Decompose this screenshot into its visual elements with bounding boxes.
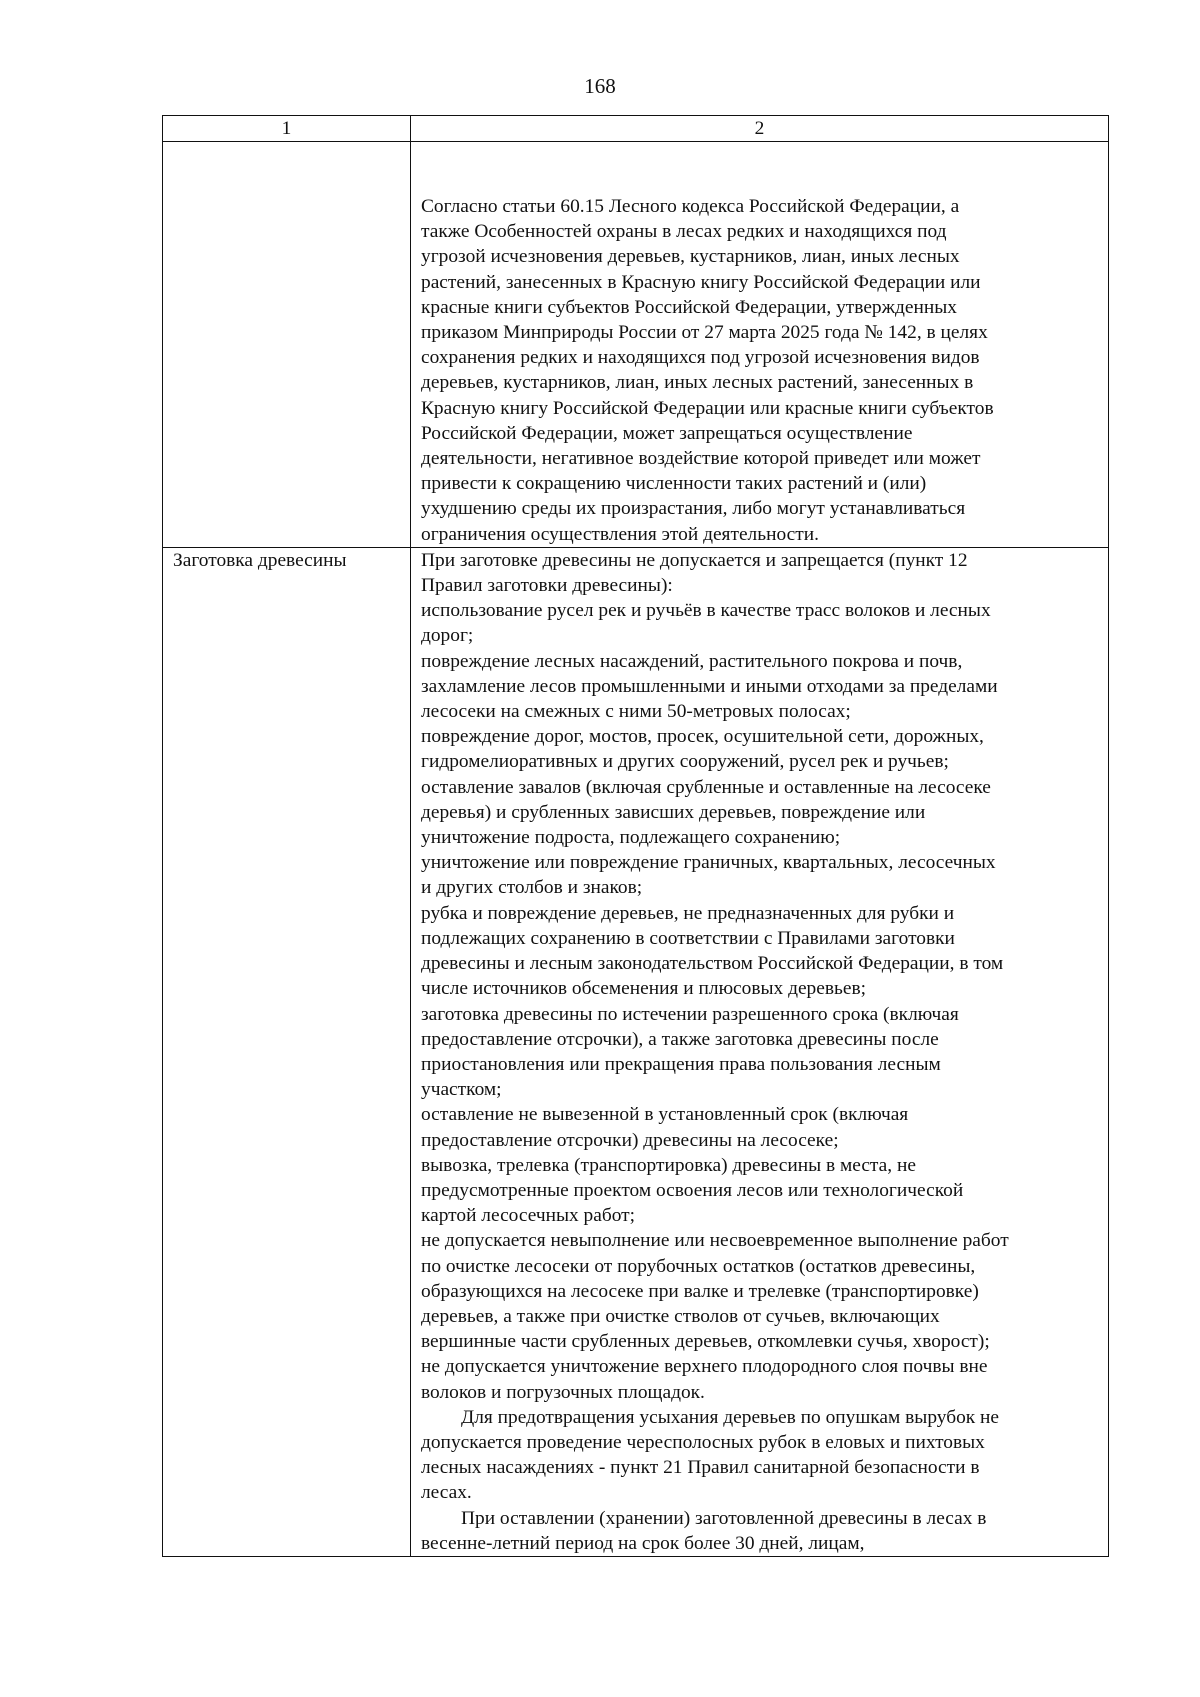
text-line: допускается проведение чересполосных рубок в еловых и пихтовых — [421, 1431, 985, 1453]
regulation-table — [162, 115, 1109, 1557]
text-line: красные книги субъектов Российской Федерации, утвержденных — [421, 296, 957, 318]
table-row — [163, 547, 1109, 1556]
text-line: сохранения редких и находящихся под угрозой исчезновения видов — [421, 347, 980, 369]
text-line: заготовка древесины по истечении разрешенного срока (включая — [421, 1003, 959, 1025]
text-line: оставление не вывезенной в установленный срок (включая — [421, 1104, 909, 1126]
text-line: картой лесосечных работ; — [421, 1205, 635, 1227]
text-line: угрозой исчезновения деревьев, кустарников, лиан, иных лесных — [421, 246, 960, 268]
column-header-2: 2 — [411, 116, 1109, 142]
text-line: деревьев, а также при очистке стволов от сучьев, включающих — [421, 1305, 940, 1327]
row-label — [163, 142, 411, 548]
text-line: ухудшению среды их произрастания, либо могут устанавливаться — [421, 498, 966, 520]
table-header-row — [163, 116, 1109, 142]
text-line: участком; — [421, 1079, 502, 1101]
text-line: приостановления или прекращения права пользования лесным — [421, 1053, 941, 1075]
text-line: лесах. — [421, 1482, 472, 1504]
text-line: вершинные части срубленных деревьев, откомлевки сучья, хворост); — [421, 1331, 990, 1353]
row-content — [411, 142, 1109, 548]
text-line: приказом Минприроды России от 27 марта 2025 года № 142, в целях — [421, 322, 988, 344]
text-line: Красную книгу Российской Федерации или красные книги субъектов — [421, 397, 994, 419]
text-line: Для предотвращения усыхания деревьев по опушкам вырубок не — [461, 1406, 1000, 1428]
text-line: подлежащих сохранению в соответствии с Правилами заготовки — [421, 927, 955, 949]
text-line: образующихся на лесосеке при валке и трелевке (транспортировке) — [421, 1280, 979, 1302]
text-line: числе источников обсеменения и плюсовых деревьев; — [421, 978, 867, 1000]
page-number: 168 — [584, 74, 616, 98]
text-line: оставление завалов (включая срубленные и оставленные на лесосеке — [421, 776, 991, 798]
text-line: не допускается уничтожение верхнего плодородного слоя почвы вне — [421, 1356, 988, 1378]
text-line: ограничения осуществления этой деятельности. — [421, 523, 819, 545]
text-line: также Особенностей охраны в лесах редких и находящихся под — [421, 221, 947, 243]
text-line: повреждение лесных насаждений, растительного покрова и почв, — [421, 650, 963, 672]
text-line: предоставление отсрочки), а также заготовка древесины после — [421, 1028, 939, 1050]
row-content — [411, 547, 1109, 1556]
text-line: гидромелиоративных и других сооружений, русел рек и ручьев; — [421, 751, 949, 773]
text-line: использование русел рек и ручьёв в качестве трасс волоков и лесных — [421, 600, 991, 622]
text-line: вывозка, трелевка (транспортировка) древесины в места, не — [421, 1154, 916, 1176]
text-line: деревьев, кустарников, лиан, иных лесных растений, занесенных в — [421, 372, 974, 394]
text-line: лесосеки на смежных с ними 50-метровых полосах; — [421, 701, 851, 723]
text-line: не допускается невыполнение или несвоевременное выполнение работ — [421, 1230, 1009, 1252]
text-line: уничтожение подроста, подлежащего сохранению; — [421, 827, 841, 849]
text-line: уничтожение или повреждение граничных, квартальных, лесосечных — [421, 852, 996, 874]
table-row — [163, 142, 1109, 548]
text-line: растений, занесенных в Красную книгу Российской Федерации или — [421, 271, 981, 293]
text-line: деревья) и срубленных зависших деревьев, повреждение или — [421, 801, 926, 823]
text-line: повреждение дорог, мостов, просек, осушительной сети, дорожных, — [421, 726, 984, 748]
text-line: Правил заготовки древесины): — [421, 575, 673, 597]
text-line: и других столбов и знаков; — [421, 877, 643, 899]
text-line: При оставлении (хранении) заготовленной древесины в лесах в — [461, 1507, 987, 1529]
column-header-1: 1 — [163, 116, 411, 142]
text-line: древесины и лесным законодательством Российской Федерации, в том — [421, 953, 1004, 975]
text-line: Согласно статьи 60.15 Лесного кодекса Российской Федерации, а — [421, 196, 960, 217]
text-line: привести к сокращению численности таких растений и (или) — [421, 473, 927, 495]
text-line: захламление лесов промышленными и иными отходами за пределами — [421, 675, 998, 697]
text-line: деятельности, негативное воздействие которой приведет или может — [421, 448, 981, 470]
text-line: по очистке лесосеки от порубочных остатков (остатков древесины, — [421, 1255, 976, 1277]
text-line: предоставление отсрочки) древесины на лесосеке; — [421, 1129, 839, 1151]
text-line: лесных насаждениях - пункт 21 Правил санитарной безопасности в — [421, 1457, 980, 1479]
text-line: При заготовке древесины не допускается и запрещается (пункт 12 — [421, 549, 968, 571]
text-line: дорог; — [421, 625, 474, 647]
text-line: волоков и погрузочных площадок. — [421, 1381, 705, 1403]
text-line: Российской Федерации, может запрещаться осуществление — [421, 422, 913, 444]
text-line: рубка и повреждение деревьев, не предназначенных для рубки и — [421, 902, 955, 924]
text-line: весенне-летний период на срок более 30 дней, лицам, — [421, 1532, 865, 1554]
row-label: Заготовка древесины — [163, 547, 411, 1556]
text-line: предусмотренные проектом освоения лесов или технологической — [421, 1179, 964, 1201]
